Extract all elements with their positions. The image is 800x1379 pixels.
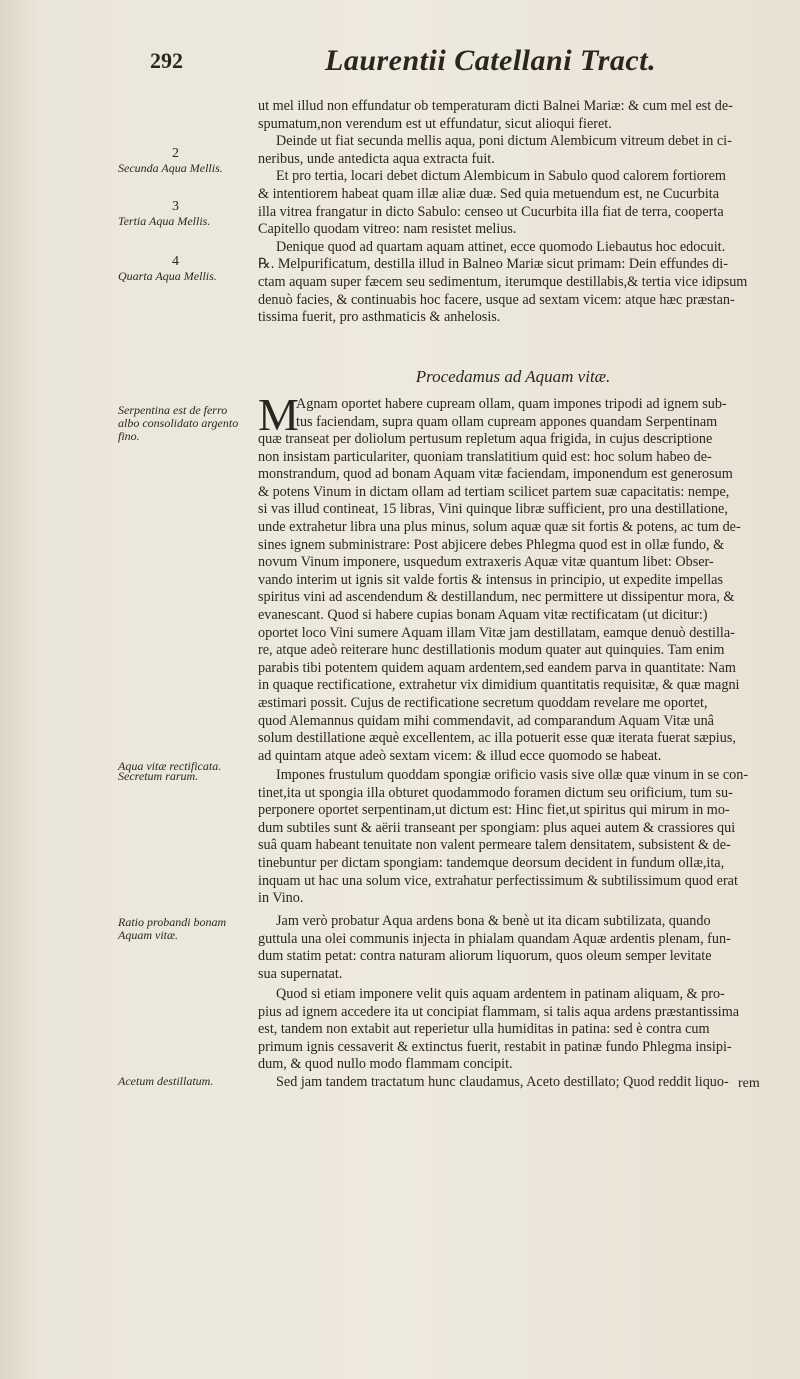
text-line: suâ quam habeant tenuitate non valent permeare talem densitatem, subsistent & de- — [258, 837, 731, 854]
margin-note: Acetum destillatum. — [118, 1074, 214, 1088]
text-line: Jam verò probatur Aqua ardens bona & benè ut ita dicam subtilizata, quando — [276, 913, 711, 929]
paragraph-secretum — [258, 767, 768, 908]
text-line: tissima fuerit, pro asthmaticis & anhelosis. — [258, 309, 501, 326]
margin-number: 3 — [172, 199, 179, 214]
paragraph-probatio — [258, 913, 768, 983]
text-line: tus faciendam, supra quam ollam cupream appones quandam Serpentinam — [296, 413, 718, 430]
margin-note: Ratio probandi bonam Aquam vitæ. — [118, 915, 227, 942]
text-line: Et pro tertia, locari debet dictum Alembicum in Sabulo quod calorem fortiorem — [276, 168, 726, 185]
text-line: guttula una olei communis injecta in phialam quandam Aquæ ardentis plenam, fun- — [258, 930, 731, 947]
margin-note: Secretum rarum. — [118, 769, 199, 783]
text-line: neribus, unde antedicta aqua extracta fuit. — [258, 150, 495, 167]
text-line: Agnam oportet habere cupream ollam, quam impones tripodi ad ignem sub- — [296, 396, 727, 412]
margin-note: Quarta Aqua Mellis. — [118, 269, 217, 283]
text-line: monstrandum, quod ad bonam Aquam vitæ faciendam, imponendum est generosum — [258, 466, 733, 483]
text-line: primum ignis cessaverit & extinctus fuerit, restabit in patinæ fundo Phlegma insipi- — [258, 1038, 732, 1055]
paragraph-mel — [258, 98, 768, 327]
margin-number: 4 — [172, 254, 179, 269]
text-line: Capitello quodam vitreo: nam resistet melius. — [258, 221, 517, 238]
text-line: & intentiorem habeat quam illæ aliæ duæ. Sed quia metuendum est, ne Cucurbita — [258, 185, 720, 202]
text-line: spiritus vini ad ascendendum & destillandum, nec permittere ut dissipentur mora, & — [258, 589, 735, 606]
text-line: est, tandem non extabit aut reperietur ulla humiditas in patina: sed è contra cum — [258, 1021, 710, 1038]
paragraph-opening — [296, 396, 768, 431]
page-number: 292 — [150, 48, 183, 73]
text-line: dum statim petat: contra naturam aliorum liquorum, quos oleum semper levitate — [258, 948, 712, 965]
text-line: sua supernatat. — [258, 965, 343, 982]
running-title: Laurentii Catellani Tract. — [325, 44, 657, 77]
text-line: novum Vinum imponere, usquedum extraxeris Aquæ vitæ quantum libet: Obser- — [258, 554, 714, 571]
drop-cap: M — [258, 389, 299, 440]
paragraph-flamma — [258, 986, 768, 1092]
text-line: dum subtiles sunt & aërii transeant per spongiam: plus aquei autem & crassiores qui — [258, 819, 736, 836]
text-line: spumatum,non verendum est ut effundatur, sicut alioqui fieret. — [258, 115, 612, 132]
text-line: tinebuntur per dictam spongiam: tandemque deorsum decident in fundum ollæ,ita, — [258, 854, 725, 871]
text-line: ctam aquam super fæcem seu sedimentum, iterumque destillabis,& tertia vice idipsum — [258, 273, 748, 290]
margin-number: 2 — [172, 146, 179, 161]
text-line: quæ transeat per doliolum pertusum repletum aqua frigida, in cujus descriptione — [258, 431, 713, 447]
text-line: Sed jam tandem tractatum hunc claudamus, Aceto destillato; Quod reddit liquo- — [276, 1073, 729, 1090]
text-line: re, atque adeò reiterare hunc destillationis modum quater aut quinquies. Tam enim — [258, 642, 725, 659]
text-line: ad quintam atque adeò sextam vicem: & illud ecce quomodo se habeat. — [258, 747, 662, 764]
text-line: quod Alemannus quidam mihi commendavit, ad comparandum Aquam Vitæ unâ — [258, 712, 714, 729]
text-line: in quaque rectificatione, extrahetur vix dimidium quantitatis requisitæ, & quæ magni — [258, 677, 740, 694]
text-line: dum, & quod nullo modo flammam concipit. — [258, 1056, 513, 1073]
text-line: in Vino. — [258, 890, 304, 907]
margin-note: Aqua vitæ rectificata. — [118, 759, 222, 773]
text-line: evanescant. Quod si habere cupias bonam Aquam vitæ rectificatam (ut dicitur:) — [258, 606, 708, 623]
text-line: ut mel illud non effundatur ob temperaturam dicti Balnei Mariæ: & cum mel est de- — [258, 98, 733, 114]
text-line: perponere oportet serpentinam,ut dictum est: Hinc fiet,ut spiritus qui mirum in mo- — [258, 802, 730, 819]
text-line: tinet,ita ut spongia illa obturet quodammodo foramen dictum seu orificium, tum su- — [258, 784, 733, 801]
text-line: vando interim ut ignis sit valde fortis & intensus in principio, ut expedite impellas — [258, 571, 723, 588]
paragraph-aqua-vitae — [258, 431, 768, 765]
text-line: sines ignem subministrare: Post abjicere debes Phlegma quod est in ollæ fundo, & — [258, 536, 725, 553]
text-line: non insistam particulariter, quoniam translatitium quid est: hoc solum habeo de- — [258, 448, 712, 465]
text-line: pius ad ignem accedere ita ut concipiat flammam, si talis aqua ardens præstantissima — [258, 1003, 740, 1020]
text-line: solum destillatione æquè excellentem, ac illa potuerit esse quæ iterata fuerat sæpius, — [258, 730, 736, 747]
text-line: unde extrahetur libra una plus minus, solum aquæ quæ sit fortis & potens, ac tum de- — [258, 518, 741, 535]
text-line: ℞. Melpurificatum, destilla illud in Balneo Mariæ sicut primam: Dein effundes di- — [258, 256, 728, 273]
text-line: illa vitrea frangatur in dicto Sabulo: censeo ut Cucurbita illa fiat de terra, cooperta — [258, 203, 724, 220]
text-line: denuò facies, & continuabis hoc facere, usque ad sextam vicem: atque hæc præstan- — [258, 291, 735, 308]
catchword: rem — [738, 1076, 760, 1091]
margin-note: Tertia Aqua Mellis. — [118, 214, 211, 228]
text-line: & potens Vinum in dictam ollam ad tertiam scilicet partem suæ capacitatis: nempe, — [258, 483, 730, 500]
text-line: Quod si etiam imponere velit quis aquam ardentem in patinam aliquam, & pro- — [276, 986, 725, 1002]
text-line: inquam ut hac una solum vice, extrahatur perfectissimum & subtilissimum quod erat — [258, 872, 738, 889]
section-heading: Procedamus ad Aquam vitæ. — [415, 367, 611, 386]
margin-note: Serpentina est de ferro albo consolidato argento fino. — [118, 403, 239, 443]
text-line: si vas illud contineat, 15 libras, Vini quinque libræ sufficient, pro una destillatione, — [258, 501, 728, 518]
text-line: æstimari possit. Cujus de rectificatione secretum quoddam revelare me oportet, — [258, 694, 708, 711]
text-line: Impones frustulum quoddam spongiæ orificio vasis sive ollæ quæ vinum in se con- — [276, 767, 749, 783]
text-line: parabis tibi potentem quidem aquam ardentem,sed eandem parva in quantitate: Nam — [258, 659, 736, 676]
page-header — [0, 44, 800, 88]
text-line: oportet loco Vini sumere Aquam illam Vitæ jam destillatam, eamque denuò destilla- — [258, 624, 735, 641]
text-line: Deinde ut fiat secunda mellis aqua, poni dictum Alembicum vitreum debet in ci- — [276, 133, 732, 150]
text-line: Denique quod ad quartam aquam attinet, ecce quomodo Liebautus hoc edocuit. — [276, 238, 726, 255]
margin-note: Secunda Aqua Mellis. — [118, 161, 223, 175]
